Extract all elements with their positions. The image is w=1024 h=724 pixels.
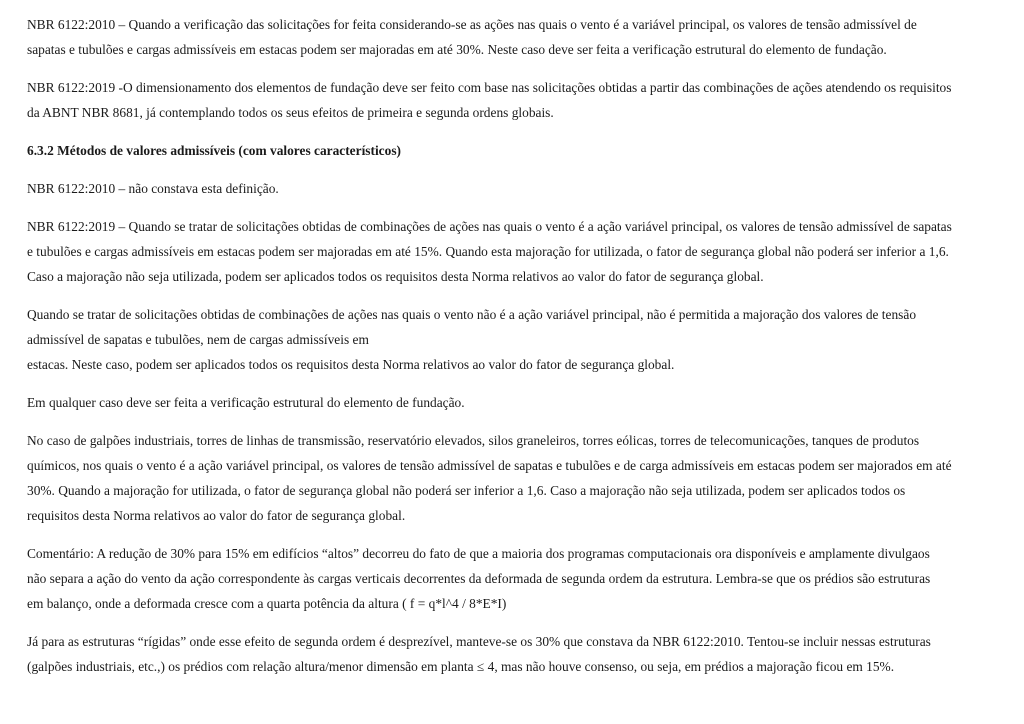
text-line: (galpões industriais, etc.,) os prédios com relação altura/menor dimensão em planta ≤ 4, mas não houve consenso, ou seja, em prédios a majoração ficou em 15%. xyxy=(27,659,895,674)
text-line: e tubulões e cargas admissíveis em estacas podem ser majoradas em até 15%. Quando esta majoração for utilizada, o fator de segurança global não poderá ser inferior a 1,6. xyxy=(27,244,949,259)
text-line: 30%. Quando a majoração for utilizada, o fator de segurança global não poderá ser inferior a 1,6. Caso a majoração não seja utilizada, podem ser aplicados todos os xyxy=(27,483,906,498)
text-line: Em qualquer caso deve ser feita a verificação estrutural do elemento de fundação. xyxy=(27,395,465,410)
paragraph xyxy=(27,541,1004,616)
paragraph xyxy=(27,390,1004,415)
text-line: Comentário: A redução de 30% para 15% em edifícios “altos” decorreu do fato de que a maioria dos programas computacionais ora disponíveis e amplamente divulgaos xyxy=(27,546,930,561)
text-line: No caso de galpões industriais, torres de linhas de transmissão, reservatório elevados, silos graneleiros, torres eólicas, torres de telecomunicações, tanques de produtos xyxy=(27,433,920,448)
paragraph xyxy=(27,12,1004,62)
paragraph xyxy=(27,629,1004,679)
text-line: NBR 6122:2019 -O dimensionamento dos elementos de fundação deve ser feito com base nas solicitações obtidas a partir das combinações de ações atendendo os requisitos xyxy=(27,80,952,95)
paragraph xyxy=(27,428,1004,528)
text-line: não separa a ação do vento da ação correspondente às cargas verticais decorrentes da deformada de segunda ordem da estrutura. Lembra-se que os prédios são estruturas xyxy=(27,571,931,586)
text-line: estacas. Neste caso, podem ser aplicados todos os requisitos desta Norma relativos ao valor do fator de segurança global. xyxy=(27,357,675,372)
text-line: 6.3.2 Métodos de valores admissíveis (com valores característicos) xyxy=(27,143,401,158)
text-line: NBR 6122:2010 – Quando a verificação das solicitações for feita considerando-se as ações nas quais o vento é a variável principal, os valores de tensão admissível de xyxy=(27,17,917,32)
section-heading xyxy=(27,138,1004,163)
paragraph xyxy=(27,214,1004,289)
text-line: admissível de sapatas e tubulões, nem de cargas admissíveis em xyxy=(27,332,369,347)
paragraph xyxy=(27,75,1004,125)
text-line: Quando se tratar de solicitações obtidas de combinações de ações nas quais o vento não é a ação variável principal, não é permitida a majoração dos valores de tensão xyxy=(27,307,917,322)
text-line: em balanço, onde a deformada cresce com a quarta potência da altura ( f = q*l^4 / 8*E*I) xyxy=(27,596,507,611)
text-line: Caso a majoração não seja utilizada, podem ser aplicados todos os requisitos desta Norma relativos ao valor do fator de segurança global. xyxy=(27,269,764,284)
text-line: sapatas e tubulões e cargas admissíveis em estacas podem ser majoradas em até 30%. Neste caso deve ser feita a verificação estrutural do elemento de fundação. xyxy=(27,42,887,57)
text-line: da ABNT NBR 8681, já contemplando todos os seus efeitos de primeira e segunda ordens globais. xyxy=(27,105,554,120)
paragraph xyxy=(27,302,1004,377)
text-line: químicos, nos quais o vento é a ação variável principal, os valores de tensão admissível de sapatas e tubulões e de carga admissíveis em estacas podem ser majorados em até xyxy=(27,458,952,473)
text-line: NBR 6122:2010 – não constava esta definição. xyxy=(27,181,279,196)
paragraph xyxy=(27,176,1004,201)
text-line: NBR 6122:2019 – Quando se tratar de solicitações obtidas de combinações de ações nas quais o vento é a ação variável principal, os valores de tensão admissível de sapatas xyxy=(27,219,952,234)
text-line: requisitos desta Norma relativos ao valor do fator de segurança global. xyxy=(27,508,406,523)
text-line: Já para as estruturas “rígidas” onde esse efeito de segunda ordem é desprezível, manteve-se os 30% que constava da NBR 6122:2010. Tentou-se incluir nessas estruturas xyxy=(27,634,931,649)
